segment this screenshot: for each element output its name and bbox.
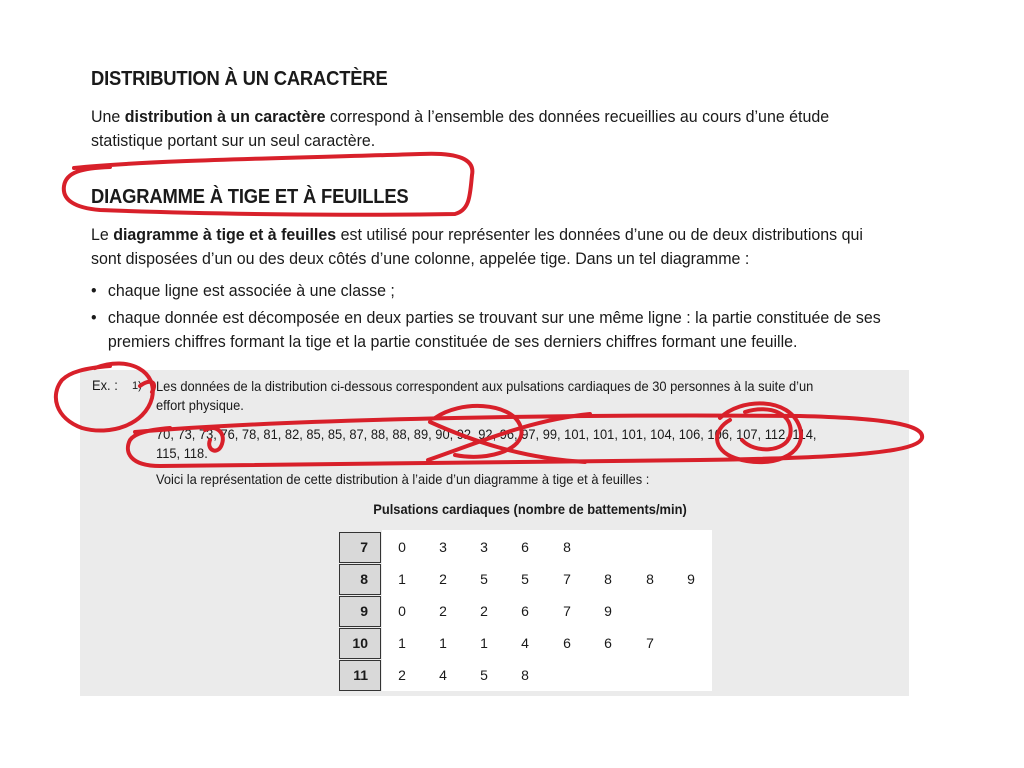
leaf: 3	[439, 539, 447, 555]
cross-stroke-b	[428, 414, 590, 460]
example-caption: Voici la représentation de cette distribution à l’aide d’un diagramme à tige et à feuilles :	[156, 471, 650, 487]
distribution-definition: Une distribution à un caractère correspond à l’ensemble des données recueillies au cours d’une étude statistique portant sur un seul caractère.	[91, 107, 830, 150]
section-heading-distribution: DISTRIBUTION À UN CARACTÈRE	[91, 68, 388, 90]
leaf: 8	[604, 571, 612, 587]
example-data-list: 70, 73, 73, 76, 78, 81, 82, 85, 85, 87, 88, 88, 89, 90, 92, 92, 96, 97, 99, 101, 101, 101, 104, 106, 106, 107, 112, 114, 115, 118.	[156, 426, 817, 461]
leaf: 5	[521, 571, 529, 587]
leaf: 6	[521, 603, 529, 619]
bullet-item: • chaque donnée est décomposée en deux parties se trouvant sur une même ligne : la partie constituée de ses premiers chiffres formant la tige et la partie constituée de ses derniers chiffres formant une feuille.	[91, 308, 881, 351]
leaf: 4	[439, 667, 447, 683]
small-loop-73	[205, 428, 223, 451]
leaf: 2	[439, 571, 447, 587]
leaf: 7	[563, 603, 571, 619]
leaf: 7	[646, 635, 654, 651]
stem-cell: 10	[339, 628, 381, 659]
leaf: 2	[480, 603, 488, 619]
leaf: 9	[604, 603, 612, 619]
leaf: 9	[687, 571, 695, 587]
cross-stroke-a	[430, 422, 585, 462]
leaf: 1	[398, 571, 406, 587]
leaf: 6	[563, 635, 571, 651]
leaf: 0	[398, 603, 406, 619]
stem-cell: 8	[339, 564, 381, 595]
data-list-underline-loop	[128, 416, 922, 466]
example-label: Ex. :	[92, 377, 118, 393]
heading-highlight-loop	[64, 154, 473, 215]
leaf: 4	[521, 635, 529, 651]
example-number: 1)	[132, 380, 142, 392]
leaf: 7	[563, 571, 571, 587]
leaf: 5	[480, 571, 488, 587]
stem-cell: 9	[339, 596, 381, 627]
leaf: 8	[563, 539, 571, 555]
leaf: 1	[480, 635, 488, 651]
section-heading-stem-leaf: DIAGRAMME À TIGE ET À FEUILLES	[91, 186, 409, 208]
stem-cell: 11	[339, 660, 381, 691]
leaf: 8	[521, 667, 529, 683]
leaf: 1	[398, 635, 406, 651]
leaf: 6	[521, 539, 529, 555]
leaf: 2	[439, 603, 447, 619]
leaf: 1	[439, 635, 447, 651]
leaf: 8	[646, 571, 654, 587]
leaf: 2	[398, 667, 406, 683]
leaf: 3	[480, 539, 488, 555]
stem-leaf-definition: Le diagramme à tige et à feuilles est utilisé pour représenter les données d’une ou de deux distributions qui sont disposées d’un ou des deux côtés d’une colonne, appelée tige. Dans un tel diagramme :	[91, 225, 863, 268]
ex-label-circle	[56, 364, 153, 431]
leaf: 0	[398, 539, 406, 555]
stem-leaf-table-title: Pulsations cardiaques (nombre de battements/min)	[373, 501, 687, 517]
example-intro: Les données de la distribution ci-dessous correspondent aux pulsations cardiaques de 30 personnes à la suite d’un effort physique.	[156, 378, 814, 413]
bullet-item: • chaque ligne est associée à une classe ;	[91, 281, 395, 300]
leaf: 6	[604, 635, 612, 651]
leaf: 5	[480, 667, 488, 683]
stem-cell: 7	[339, 532, 381, 563]
circle-106	[717, 403, 801, 462]
